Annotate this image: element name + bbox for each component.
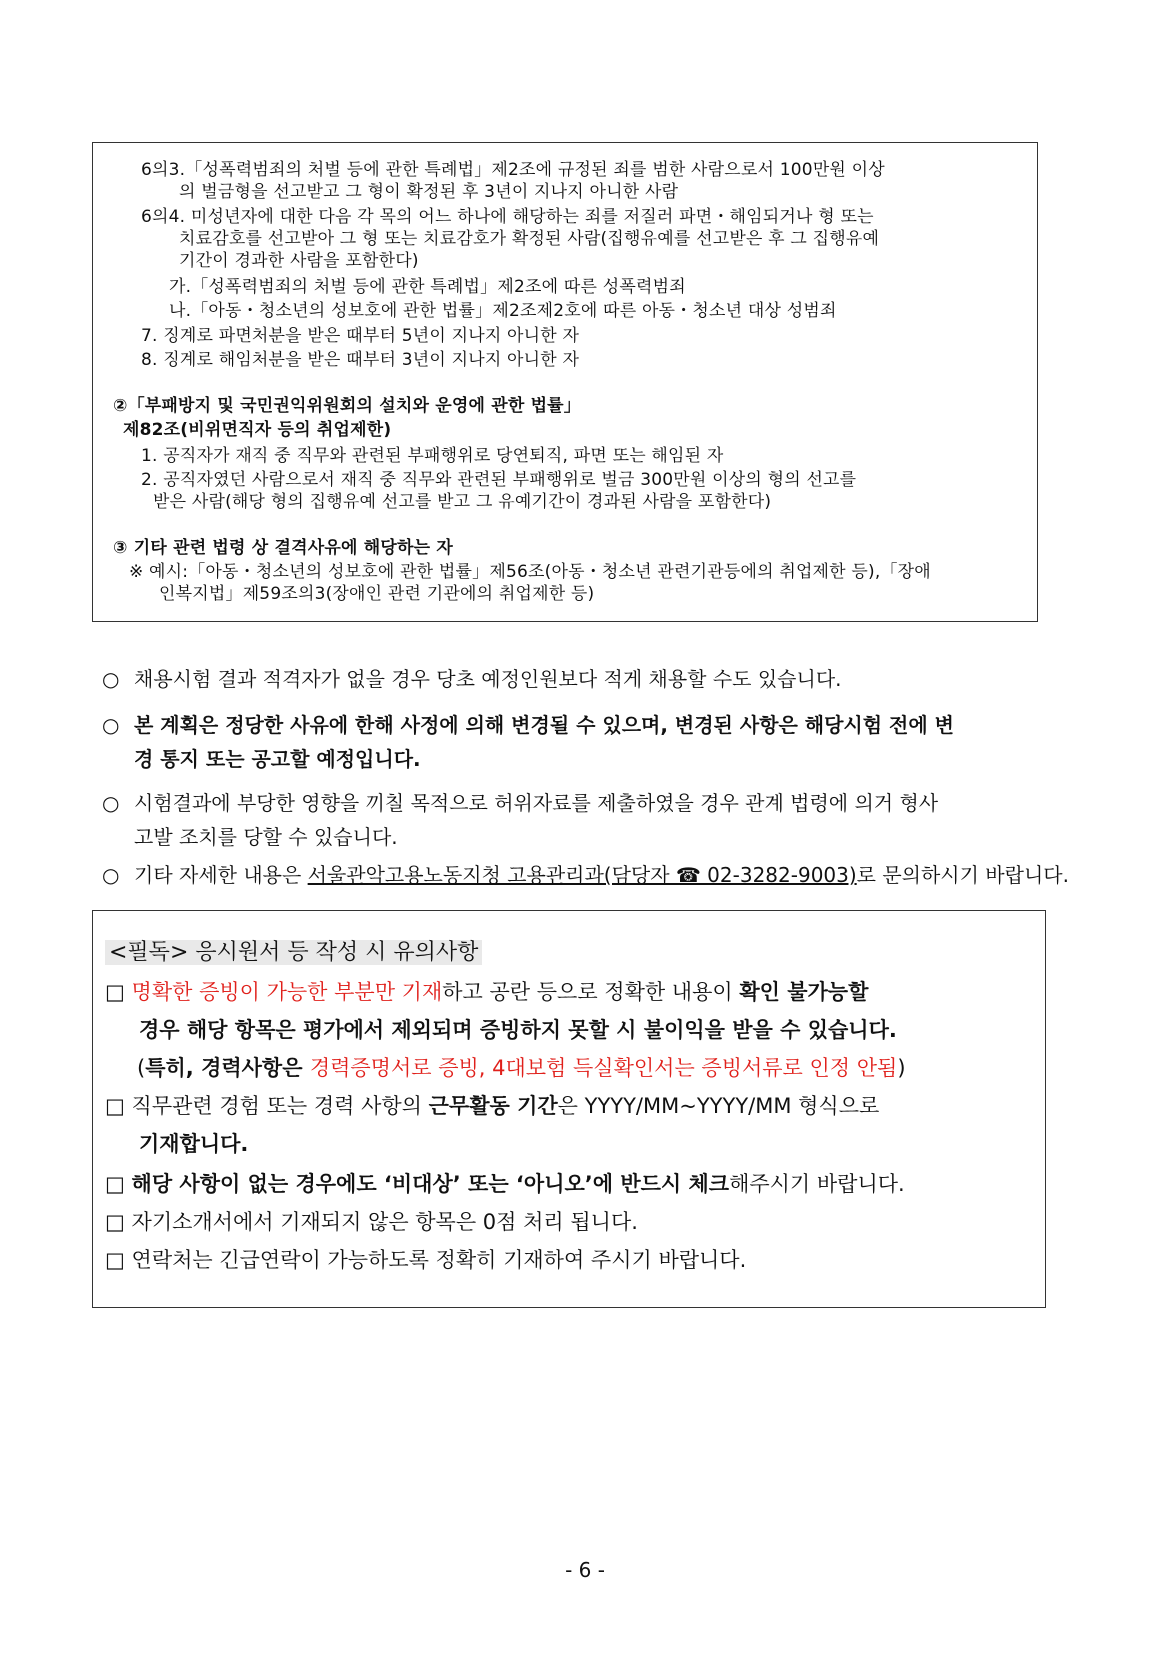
checkbox-icon: □: [105, 1172, 125, 1196]
page-number: - 6 -: [565, 1558, 605, 1582]
legal-disqualification-box: [92, 142, 1038, 622]
checkbox-icon: □: [105, 1210, 125, 1234]
section3-line: 인복지법」제59조의3(장애인 관련 기관에의 취업제한 등): [159, 584, 595, 604]
bullet-circle-icon: ○: [102, 863, 120, 887]
section2-title: ②「부패방지 및 국민권익위원회의 설치와 운영에 관한 법률」: [113, 396, 582, 416]
notice-3: ○ 시험결과에 부당한 영향을 끼칠 목적으로 허위자료를 제출하였을 경우 관계 법령에 의거 형사 고발 조치를 당할 수 있습니다.: [102, 786, 938, 854]
section3-title: ③ 기타 관련 법령 상 결격사유에 해당하는 자: [113, 538, 453, 558]
note-item-2: □ 직무관련 경험 또는 경력 사항의 근무활동 기간은 YYYY/MM~YYYY/MM 형식으로: [105, 1094, 880, 1118]
box1-line: 나.「아동・청소년의 성보호에 관한 법률」제2조제2호에 따른 아동・청소년 대상 성범죄: [169, 301, 837, 321]
checkbox-icon: □: [105, 1094, 125, 1118]
checkbox-icon: □: [105, 1248, 125, 1272]
section3-line: ※ 예시:「아동・청소년의 성보호에 관한 법률」제56조(아동・청소년 관련기관등에의 취업제한 등),「장애: [129, 562, 931, 582]
section2-line: 받은 사람(해당 형의 집행유예 선고를 받고 그 유예기간이 경과된 사람을 포함한다): [153, 492, 772, 512]
box1-line: 가.「성폭력범죄의 처벌 등에 관한 특례법」제2조에 따른 성폭력범죄: [169, 277, 686, 297]
notes-title: <필독> 응시원서 등 작성 시 유의사항: [105, 933, 482, 972]
note-item-5: □ 연락처는 긴급연락이 가능하도록 정확히 기재하여 주시기 바랍니다.: [105, 1248, 747, 1272]
note-item-4: □ 자기소개서에서 기재되지 않은 항목은 0점 처리 됩니다.: [105, 1210, 638, 1234]
note-item-1-line3: (특히, 경력사항은 경력증명서로 증빙, 4대보험 득실확인서는 증빙서류로 인정 안됨): [137, 1056, 906, 1080]
notice-4: ○ 기타 자세한 내용은 서울관악고용노동지청 고용관리과(담당자 ☎ 02-3282-9003)로 문의하시기 바랍니다.: [102, 858, 1069, 892]
section2-line: 2. 공직자였던 사람으로서 재직 중 직무와 관련된 부패행위로 벌금 300만원 이상의 형의 선고를: [141, 470, 857, 490]
bullet-circle-icon: ○: [102, 713, 120, 737]
section2-line: 1. 공직자가 재직 중 직무와 관련된 부패행위로 당연퇴직, 파면 또는 해임된 자: [141, 446, 724, 466]
box1-line: 기간이 경과한 사람을 포함한다): [179, 251, 419, 271]
box1-line: 의 벌금형을 선고받고 그 형이 확정된 후 3년이 지나지 아니한 사람: [179, 182, 679, 202]
box1-line: 치료감호를 선고받아 그 형 또는 치료감호가 확정된 사람(집행유예를 선고받은 후 그 집행유예: [179, 229, 880, 249]
note-item-2-line2: 기재합니다.: [139, 1132, 249, 1156]
note-item-1: □ 명확한 증빙이 가능한 부분만 기재하고 공란 등으로 정확한 내용이 확인 불가능할: [105, 980, 869, 1004]
box1-line: 6의3.「성폭력범죄의 처벌 등에 관한 특례법」제2조에 규정된 죄를 범한 사람으로서 100만원 이상: [141, 160, 885, 180]
note-item-1-line2: 경우 해당 항목은 평가에서 제외되며 증빙하지 못할 시 불이익을 받을 수 있습니다.: [139, 1018, 897, 1042]
bullet-circle-icon: ○: [102, 791, 120, 815]
box1-line: 7. 징계로 파면처분을 받은 때부터 5년이 지나지 아니한 자: [141, 326, 580, 346]
checkbox-icon: □: [105, 980, 125, 1004]
notice-1: ○ 채용시험 결과 적격자가 없을 경우 당초 예정인원보다 적게 채용할 수도 있습니다.: [102, 662, 842, 696]
application-notes-box: [92, 910, 1046, 1308]
section2-subtitle: 제82조(비위면직자 등의 취업제한): [123, 420, 392, 440]
box1-line: 6의4. 미성년자에 대한 다음 각 목의 어느 하나에 해당하는 죄를 저질러 파면・해임되거나 형 또는: [141, 207, 874, 227]
bullet-circle-icon: ○: [102, 667, 120, 691]
box1-line: 8. 징계로 해임처분을 받은 때부터 3년이 지나지 아니한 자: [141, 350, 580, 370]
contact-department: 서울관악고용노동지청 고용관리과(담당자 ☎ 02-3282-9003): [307, 863, 857, 887]
note-item-3: □ 해당 사항이 없는 경우에도 ‘비대상’ 또는 ‘아니오’에 반드시 체크해주시기 바랍니다.: [105, 1172, 905, 1196]
notice-2: ○ 본 계획은 정당한 사유에 한해 사정에 의해 변경될 수 있으며, 변경된 사항은 해당시험 전에 변 경 통지 또는 공고할 예정입니다.: [102, 708, 954, 776]
